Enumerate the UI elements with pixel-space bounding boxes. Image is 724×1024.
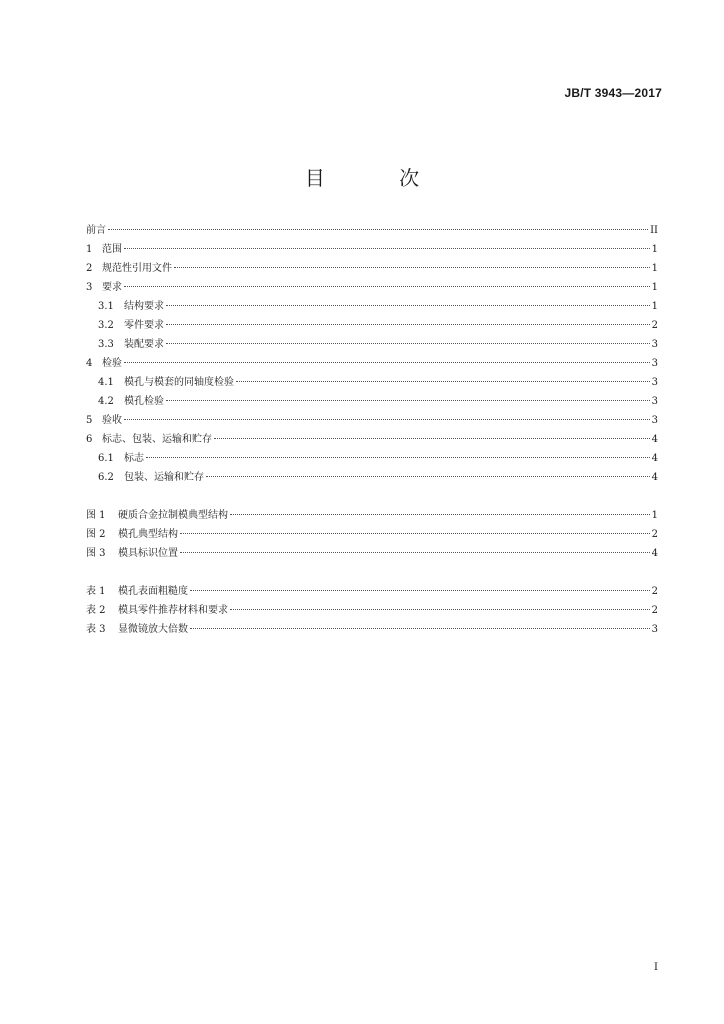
leader-dots — [230, 609, 650, 610]
toc-entry-label: 标志 — [124, 453, 144, 464]
leader-dots — [214, 438, 650, 439]
leader-dots — [124, 419, 650, 420]
toc-entry[interactable] — [98, 335, 658, 354]
leader-dots — [166, 324, 650, 325]
toc-entry[interactable] — [86, 430, 658, 449]
toc-entry-page: 2 — [651, 320, 658, 331]
toc-entry-page: 1 — [651, 301, 658, 312]
leader-dots — [146, 457, 650, 458]
toc-entry-label: 前言 — [86, 225, 106, 236]
figure-entry-page: 2 — [651, 529, 658, 540]
toc-entry-page: 3 — [651, 396, 658, 407]
toc-entry[interactable] — [86, 221, 658, 240]
leader-dots — [166, 305, 650, 306]
figure-entry-page: 1 — [651, 510, 658, 521]
toc-entry-number: 3.1 — [98, 301, 114, 312]
table-entry-label: 模孔表面粗糙度 — [118, 586, 188, 597]
table-entry-label: 模具零件推荐材料和要求 — [118, 605, 228, 616]
leader-dots — [166, 343, 650, 344]
leader-dots — [124, 362, 650, 363]
leader-dots — [166, 400, 650, 401]
toc-entry-page: 3 — [651, 415, 658, 426]
toc-entry[interactable] — [86, 278, 658, 297]
toc-entry-number: 3.2 — [98, 320, 114, 331]
figure-entry-label: 硬质合金拉制模典型结构 — [118, 510, 228, 521]
toc-entry-number: 4.1 — [98, 377, 114, 388]
toc-entry-label: 模孔与模套的同轴度检验 — [124, 377, 234, 388]
toc-entry-page: 4 — [651, 453, 658, 464]
toc-entry-page: 3 — [651, 339, 658, 350]
toc-entry-number: 1 — [86, 244, 93, 255]
toc-entry-number: 6.1 — [98, 453, 114, 464]
toc-entry-label: 零件要求 — [124, 320, 164, 331]
standard-code: JB/T 3943—2017 — [564, 86, 662, 100]
figure-entry-number: 图 2 — [86, 529, 106, 540]
toc-entry[interactable] — [86, 354, 658, 373]
page-number: I — [654, 962, 658, 973]
table-entry[interactable] — [86, 582, 658, 601]
leader-dots — [230, 514, 650, 515]
figure-entry-page: 4 — [651, 548, 658, 559]
table-entry-number: 表 2 — [86, 605, 106, 616]
toc-entry[interactable] — [98, 373, 658, 392]
toc-entry-number: 3 — [86, 282, 93, 293]
toc-entry-number: 2 — [86, 263, 93, 274]
table-entry-label: 显微镜放大倍数 — [118, 624, 188, 635]
toc-entry-label: 检验 — [102, 358, 122, 369]
toc-entry-number: 6 — [86, 434, 93, 445]
table-entry[interactable] — [86, 620, 658, 639]
leader-dots — [180, 552, 650, 553]
toc-entry-number: 6.2 — [98, 472, 114, 483]
toc-entry[interactable] — [98, 316, 658, 335]
figure-entry[interactable] — [86, 506, 658, 525]
toc-entry-page: 3 — [651, 358, 658, 369]
toc-entry-page: 1 — [651, 282, 658, 293]
toc-entry[interactable] — [86, 240, 658, 259]
toc-entry-page: II — [650, 225, 658, 236]
figure-entry-number: 图 3 — [86, 548, 106, 559]
toc-entry-number: 5 — [86, 415, 93, 426]
toc-entry-label: 验收 — [102, 415, 122, 426]
toc-entry[interactable] — [98, 392, 658, 411]
toc-entry-page: 4 — [651, 434, 658, 445]
leader-dots — [124, 286, 650, 287]
table-entry[interactable] — [86, 601, 658, 620]
leader-dots — [180, 533, 650, 534]
toc-entry[interactable] — [98, 449, 658, 468]
figure-entry-label: 模具标识位置 — [118, 548, 178, 559]
toc-entry-label: 要求 — [102, 282, 122, 293]
toc-entry[interactable] — [86, 411, 658, 430]
toc-entry-page: 1 — [651, 263, 658, 274]
page-title: 目 次 — [304, 166, 454, 190]
toc-entry-number: 3.3 — [98, 339, 114, 350]
table-entry-page: 2 — [651, 605, 658, 616]
toc-entry-page: 4 — [651, 472, 658, 483]
toc-entry-label: 范围 — [102, 244, 122, 255]
leader-dots — [174, 267, 650, 268]
leader-dots — [206, 476, 650, 477]
toc-entry-label: 模孔检验 — [124, 396, 164, 407]
leader-dots — [108, 229, 648, 230]
leader-dots — [124, 248, 650, 249]
figure-entry[interactable] — [86, 544, 658, 563]
table-entry-page: 3 — [651, 624, 658, 635]
figure-entry[interactable] — [86, 525, 658, 544]
toc-entry-page: 3 — [651, 377, 658, 388]
table-entry-page: 2 — [651, 586, 658, 597]
toc-entry-label: 结构要求 — [124, 301, 164, 312]
toc-entry-label: 标志、包装、运输和贮存 — [102, 434, 212, 445]
figure-entry-label: 模孔典型结构 — [118, 529, 178, 540]
leader-dots — [190, 590, 650, 591]
toc-entry-page: 1 — [651, 244, 658, 255]
toc-entry-label: 规范性引用文件 — [102, 263, 172, 274]
toc-entry[interactable] — [98, 297, 658, 316]
toc-entry-number: 4.2 — [98, 396, 114, 407]
leader-dots — [190, 628, 650, 629]
toc-entry[interactable] — [98, 468, 658, 487]
toc-entry[interactable] — [86, 259, 658, 278]
toc-entry-label: 包装、运输和贮存 — [124, 472, 204, 483]
toc-entry-number: 4 — [86, 358, 93, 369]
toc-entry-label: 装配要求 — [124, 339, 164, 350]
table-entry-number: 表 3 — [86, 624, 106, 635]
figure-entry-number: 图 1 — [86, 510, 106, 521]
leader-dots — [236, 381, 650, 382]
table-entry-number: 表 1 — [86, 586, 106, 597]
